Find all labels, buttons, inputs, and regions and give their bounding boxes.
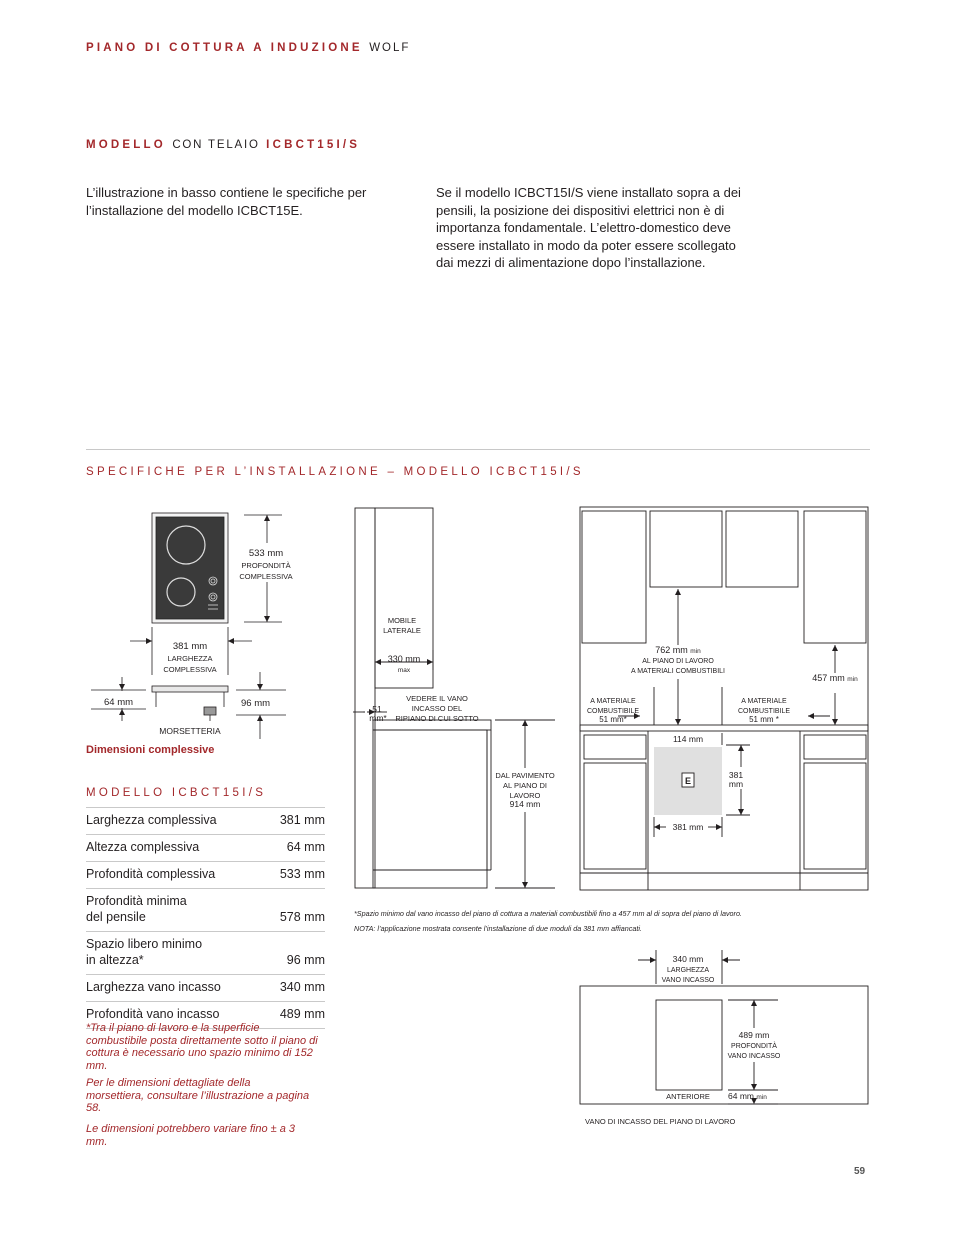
terminal-label: MORSETTERIA	[159, 726, 221, 736]
right-combustible-value: 51 mm *	[749, 715, 779, 724]
header-title: PIANO DI COTTURA A INDUZIONE	[86, 42, 363, 54]
front-label: ANTERIORE	[666, 1092, 710, 1101]
lower-door	[584, 763, 646, 869]
cutout-width-label-2: VANO INCASSO	[661, 977, 715, 984]
floor-label-2: AL PIANO DI	[503, 781, 547, 790]
table-row: Profondità complessiva 533 mm	[86, 862, 325, 889]
width-label-2: COMPLESSIVA	[163, 665, 217, 674]
dim-381-horizontal: 381 mm	[672, 822, 704, 832]
intro-right: Se il modello ICBCT15I/S viene installato sopra a dei pensili, la posizione dei dispositivi elettrici non è di importanza fondamentale. L’elettro-domestico deve essere installato in modo da poter essere scollegato dai mezzi di alimentazione dopo l’installazione.	[436, 185, 741, 270]
left-combustible-1: A MATERIALE	[590, 698, 636, 705]
cutout-caption: VANO DI INCASSO DEL PIANO DI LAVORO	[585, 1117, 736, 1126]
intro-left: L’illustrazione in basso contiene le specifiche per l’installazione del modello ICBCT15E.	[86, 185, 367, 218]
figure-note-2: NOTA: l’applicazione mostrata consente l’installazione di due moduli da 381 mm affiancati.	[354, 924, 642, 933]
width-value: 381 mm	[172, 641, 208, 652]
dim-330-sub: max	[397, 667, 411, 674]
floor-label-1: DAL PAVIMENTO	[495, 771, 555, 780]
side-cabinet-label-1: MOBILE	[387, 616, 417, 625]
cutout-depth-value: 489 mm	[738, 1030, 770, 1040]
figure-note-1: *Spazio minimo dal vano incasso del piano di cottura a materiali combustibili fino a 457 mm al di sopra del piano di lavoro.	[354, 909, 742, 918]
note-clearance: *Tra il piano di lavoro e la superficie combustibile posta direttamente sotto il piano di cottura è necessario uno spazio minimo di 152 mm.	[86, 1022, 318, 1072]
table-row: Altezza complessiva 64 mm	[86, 835, 325, 862]
cutout-width-label-1: LARGHEZZA	[666, 967, 710, 974]
page-number: 59	[854, 1166, 866, 1177]
note-terminal: Per le dimensioni dettagliate della morsettiera, consultare l’illustrazione a pagina 58.	[86, 1077, 310, 1114]
model-heading	[86, 139, 360, 151]
model-specs-table	[86, 807, 325, 1029]
electrical-box-label: E	[684, 776, 692, 786]
model-table-title: MODELLO ICBCT15I/S	[86, 787, 267, 799]
upper-cabinet	[650, 511, 722, 587]
right-combustible-2: COMBUSTIBILE	[737, 708, 791, 715]
countertop-plan	[580, 986, 868, 1104]
upper-cabinet	[582, 511, 646, 643]
side-cabinet	[355, 508, 375, 888]
table-row: Larghezza vano incasso 340 mm	[86, 975, 325, 1002]
dim-51: 51	[372, 704, 382, 714]
left-combustible-2: COMBUSTIBILE	[586, 708, 640, 715]
floor-label-3: LAVORO	[509, 791, 541, 800]
see-below-3: RIPIANO DI CUI SOTTO	[395, 714, 479, 723]
clearance-value: 96 mm	[241, 698, 271, 709]
right-combustible-1: A MATERIALE	[741, 698, 787, 705]
model-heading-bold2: ICBCT15I/S	[266, 139, 361, 151]
terminal-block	[204, 707, 216, 715]
lower-drawer	[804, 735, 866, 759]
table-row: Larghezza complessiva 381 mm	[86, 808, 325, 835]
dim-762-label-2: A MATERIALI COMBUSTIBILI	[630, 668, 726, 675]
dim-330: 330 mm	[387, 654, 421, 664]
cutout-plan-figure	[578, 950, 873, 1132]
dim-64: 64 mm min	[728, 1091, 767, 1101]
dim-762: 762 mm min	[655, 645, 701, 655]
see-below-2: INCASSO DEL	[411, 704, 463, 713]
lower-door	[804, 763, 866, 869]
table-row: Profondità vano incasso 489 mm	[86, 1002, 325, 1029]
dim-762-label-1: AL PIANO DI LAVORO	[642, 658, 714, 665]
width-label-1: LARGHEZZA	[167, 654, 213, 663]
model-heading-bold1: MODELLO	[86, 139, 166, 151]
floor-value: 914 mm	[509, 799, 541, 809]
upper-cabinet	[726, 511, 798, 587]
cutout-opening	[656, 1000, 722, 1090]
upper-cabinet	[804, 511, 866, 643]
lower-drawer	[584, 735, 646, 759]
overall-dimensions-caption: Dimensioni complessive	[86, 744, 215, 756]
table-row: Spazio libero minimo in altezza* 96 mm	[86, 932, 325, 975]
cutout-width-value: 340 mm	[672, 954, 704, 964]
see-below-1: VEDERE IL VANO	[406, 694, 468, 703]
section-divider	[86, 449, 870, 450]
overall-dimensions-figure	[86, 505, 326, 745]
spec-heading: SPECIFICHE PER L’INSTALLAZIONE – MODELLO ICBCT15I/S	[86, 466, 584, 478]
header-brand: WOLF	[369, 42, 411, 54]
dim-381-vertical-1: 381	[728, 770, 744, 780]
side-view-figure	[345, 500, 565, 895]
page-header	[86, 42, 410, 54]
lower-cabinet	[373, 730, 487, 888]
cooktop-side-view	[152, 686, 228, 692]
dim-457: 457 mm min	[812, 673, 858, 683]
front-elevation-figure	[578, 505, 873, 895]
depth-value: 533 mm	[248, 548, 284, 559]
note-tolerance: Le dimensioni potrebbero variare fino ± a 3 mm.	[86, 1123, 296, 1148]
table-row: Profondità minima del pensile 578 mm	[86, 889, 325, 932]
cutout-depth-label-2: VANO INCASSO	[727, 1053, 781, 1060]
depth-label-2: COMPLESSIVA	[239, 572, 293, 581]
left-combustible-value: 51 mm*	[599, 715, 627, 724]
cutout-depth-label-1: PROFONDITÀ	[731, 1043, 777, 1050]
countertop	[580, 725, 868, 731]
model-heading-middle: CON TELAIO	[172, 139, 260, 151]
dim-381-vertical-2: mm	[728, 779, 744, 789]
height-value: 64 mm	[104, 697, 134, 708]
dim-114: 114 mm	[672, 734, 704, 744]
depth-label-1: PROFONDITÀ	[241, 561, 291, 570]
dim-51-unit: mm*	[369, 713, 387, 723]
side-cabinet-label-2: LATERALE	[383, 626, 421, 635]
